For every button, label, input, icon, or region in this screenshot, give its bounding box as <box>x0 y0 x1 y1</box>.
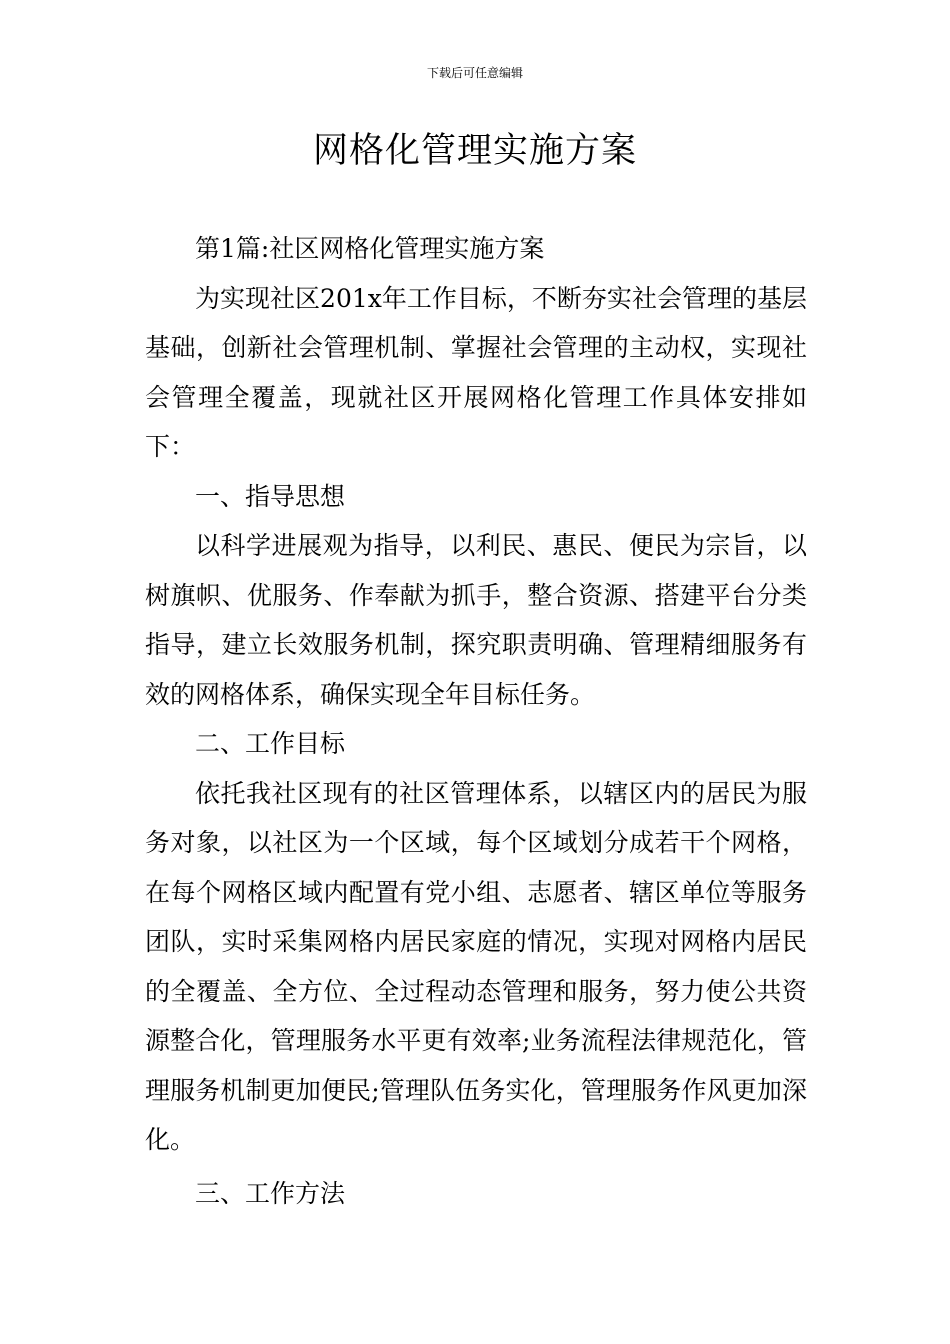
paragraph-guiding-ideology: 以科学进展观为指导，以利民、惠民、便民为宗旨，以树旗帜、优服务、作奉献为抓手，整合资源、搭建平台分类指导，建立长效服务机制，探究职责明确、管理精细服务有效的网格体系，确保实现全年目标任务。 <box>145 531 807 709</box>
section-title: 第1篇:社区网格化管理实施方案 <box>195 234 545 263</box>
intro-paragraph: 为实现社区201x年工作目标，不断夯实社会管理的基层基础，创新社会管理机制、掌握社会管理的主动权，实现社会管理全覆盖，现就社区开展网格化管理工作具体安排如下： <box>145 283 807 461</box>
heading-guiding-ideology: 一、指导思想 <box>195 481 346 511</box>
heading-work-goals: 二、工作目标 <box>195 729 346 758</box>
header-note: 下载后可任意编辑 <box>426 66 523 80</box>
heading-work-methods: 三、工作方法 <box>195 1178 346 1208</box>
document-body <box>145 224 807 1218</box>
document-title: 网格化管理实施方案 <box>312 131 637 171</box>
paragraph-work-goals: 依托我社区现有的社区管理体系，以辖区内的居民为服务对象，以社区为一个区域，每个区域划分成若干个网格，在每个网格区域内配置有党小组、志愿者、辖区单位等服务团队，实时采集网格内居民家庭的情况，实现对网格内居民的全覆盖、全方位、全过程动态管理和服务，努力使公共资源整合化，管理服务水平更有效率;业务流程法律规范化，管理服务机制更加便民;管理队伍务实化，管理服务作风更加深化。 <box>145 778 807 1154</box>
